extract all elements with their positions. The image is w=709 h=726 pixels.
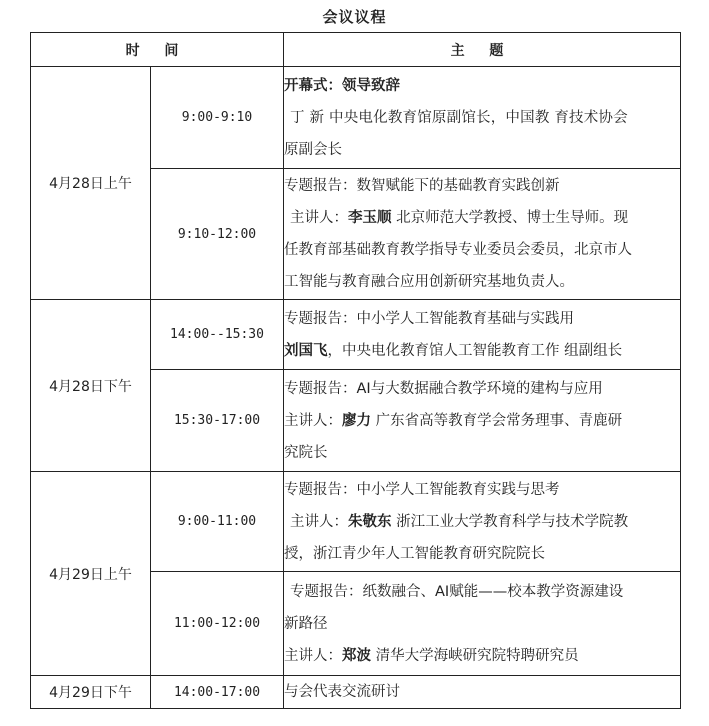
topic-line: 授，浙江青少年人工智能教育研究院院长 <box>284 545 545 562</box>
topic-line: 新路径 <box>284 615 328 632</box>
table-row <box>31 67 681 169</box>
session-time: 14:00-17:00 <box>151 676 284 709</box>
speaker-line <box>284 640 680 672</box>
session-date: 4月29日上午 <box>31 472 151 676</box>
topic-line: 丁 新 中央电化教育馆原副馆长，中国教 育技术协会 <box>290 109 628 126</box>
speaker-bio: ，中央电化教育馆人工智能教育工作 组副组长 <box>327 342 623 359</box>
speaker-name: 朱敬东 <box>348 513 392 530</box>
topic-title: 与会代表交流研讨 <box>284 684 400 700</box>
table-row <box>31 472 681 572</box>
speaker-line <box>284 405 680 437</box>
session-topic <box>284 67 681 169</box>
session-time: 9:00-11:00 <box>151 472 284 572</box>
speaker-bio: 北京师范大学教授、博士生导师。现 <box>391 210 629 226</box>
topic-title: 开幕式：领导致辞 <box>284 77 400 94</box>
speaker-bio: 浙江工业大学教育科学与技术学院教 <box>391 513 629 530</box>
topic-line: 工智能与教育融合应用创新研究基地负责人。 <box>284 274 574 290</box>
session-topic <box>284 472 681 572</box>
session-time: 11:00-12:00 <box>151 572 284 676</box>
speaker-name: 廖力 <box>342 412 371 429</box>
session-time: 14:00--15:30 <box>151 300 284 370</box>
speaker-line <box>284 506 680 538</box>
session-date: 4月29日下午 <box>31 676 151 709</box>
topic-line: 究院长 <box>284 444 328 461</box>
speaker-bio: 清华大学海峡研究院特聘研究员 <box>371 647 579 664</box>
topic-title: 专题报告：AI与大数据融合教学环境的建构与应用 <box>284 380 603 397</box>
speaker-label: 主讲人： <box>290 513 348 530</box>
session-time: 9:00-9:10 <box>151 67 284 169</box>
table-row <box>31 676 681 709</box>
page-title: 会议议程 <box>322 8 387 26</box>
speaker-line <box>284 202 680 234</box>
header-topic: 主 题 <box>284 33 681 67</box>
topic-title: 专题报告：中小学人工智能教育实践与思考 <box>284 481 560 498</box>
speaker-label: 主讲人： <box>284 412 342 429</box>
session-topic <box>284 169 681 300</box>
session-topic <box>284 676 681 709</box>
session-time: 15:30-17:00 <box>151 370 284 472</box>
session-date: 4月28日上午 <box>31 67 151 300</box>
session-topic <box>284 370 681 472</box>
speaker-label: 主讲人： <box>284 647 342 664</box>
session-topic <box>284 572 681 676</box>
speaker-name: 郑波 <box>342 647 371 664</box>
speaker-name: 李玉顺 <box>348 210 392 226</box>
topic-title: 专题报告：纸数融合、AI赋能——校本教学资源建设 <box>290 583 624 600</box>
agenda-table <box>30 32 681 709</box>
header-time: 时 间 <box>31 33 284 67</box>
session-topic <box>284 300 681 370</box>
session-date: 4月28日下午 <box>31 300 151 472</box>
topic-title: 专题报告：中小学人工智能教育基础与实践用 <box>284 310 574 327</box>
speaker-label: 主讲人： <box>290 210 348 226</box>
header-row <box>31 33 681 67</box>
table-row <box>31 300 681 370</box>
session-time: 9:10-12:00 <box>151 169 284 300</box>
topic-title: 专题报告：数智赋能下的基础教育实践创新 <box>284 178 560 194</box>
speaker-bio: 广东省高等教育学会常务理事、青鹿研 <box>371 412 623 429</box>
topic-line: 任教育部基础教育教学指导专业委员会委员，北京市人 <box>284 242 632 258</box>
topic-line: 原副会长 <box>284 141 342 158</box>
speaker-name: 刘国飞 <box>284 342 328 359</box>
speaker-line <box>284 335 680 367</box>
